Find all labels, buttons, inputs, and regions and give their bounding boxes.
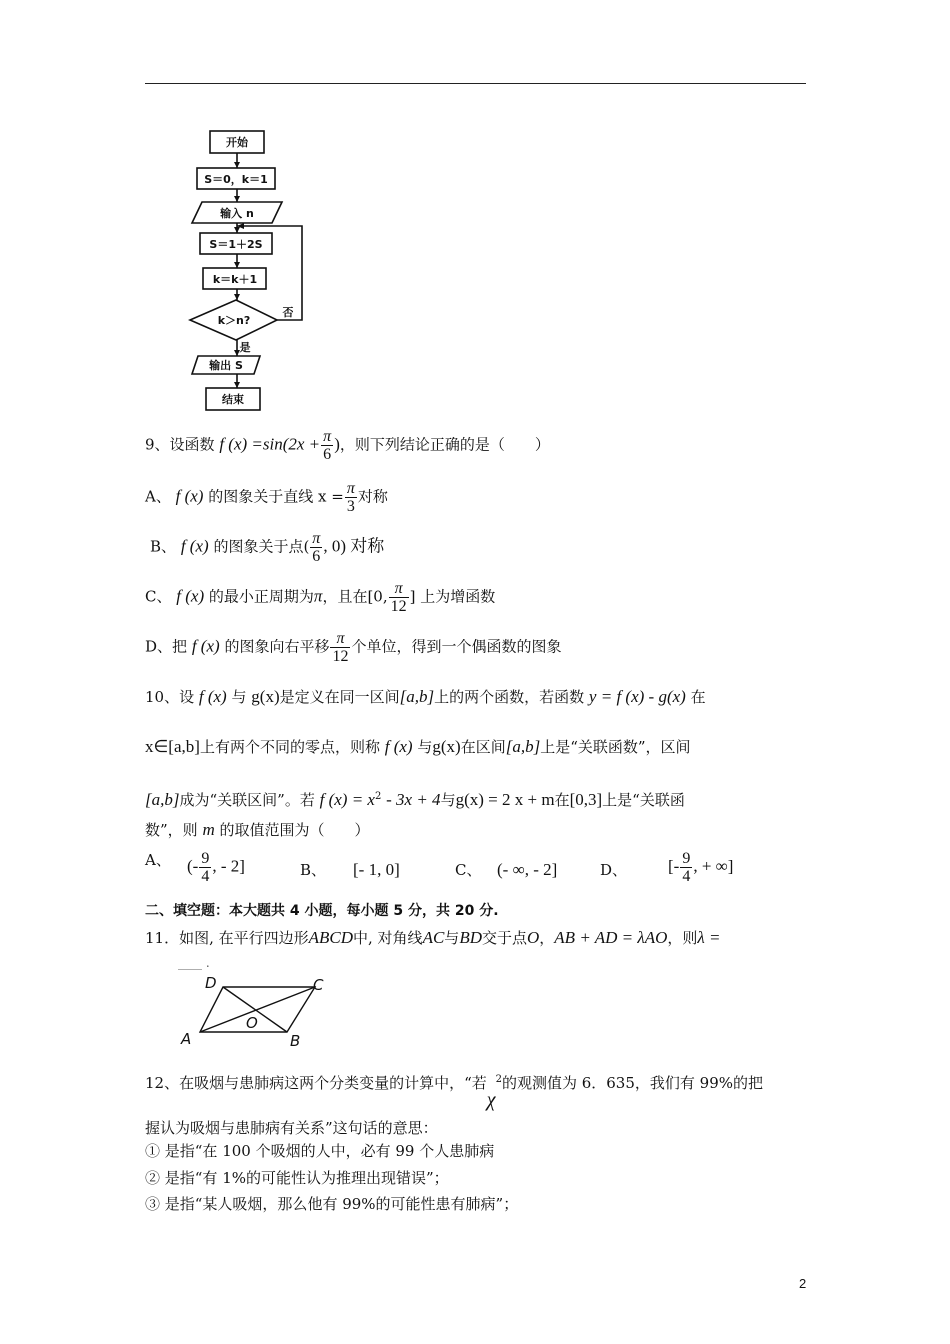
q10-option-b-value: [- 1, 0] — [353, 860, 400, 879]
q11-blank: ____ . — [178, 956, 210, 970]
q10-option-d: D、 — [600, 861, 628, 879]
q10-line3: [a,b]成为“关联区间”。若 f $(x) = x^2 - 3x + 4$与g(x) = 2 x + m在[0,3]上是“关联函 — [145, 790, 685, 809]
section-2-heading: 二、填空题：本大题共 4 小题，每小题 5 分，共 20 分. — [145, 903, 499, 919]
flow-init-label: S＝0，k＝1 — [204, 173, 268, 186]
q12-item-1: ① 是指“在 100 个吸烟的人中，必有 99 个人患肺病 — [145, 1142, 495, 1160]
q12-item-2: ② 是指“有 1%的可能性认为推理出现错误”； — [145, 1169, 449, 1187]
parallelogram-figure — [175, 970, 335, 1052]
q9-option-d: D、把 f (x) 的图象向右平移 $\frac{\pi}{12}$ 个单位，得到一个偶函数的图象 — [145, 630, 562, 665]
flow-no-label: 否 — [282, 306, 294, 319]
q10-line1: 10、设 f (x) 与 g(x)是定义在同一区间[a,b]上的两个函数，若函数 y = f (x) - g(x) 在 — [145, 687, 706, 706]
q12-item-3: ③ 是指“某人吸烟，那么他有 99%的可能性患有肺病”； — [145, 1195, 519, 1213]
flow-step2-label: k＝k＋1 — [212, 273, 258, 286]
q10-line4: 数”，则 m 的取值范围为（ ） — [145, 820, 370, 839]
flowchart — [180, 120, 320, 415]
flow-cond-label: k＞n? — [217, 314, 251, 327]
vertex-A-label: A — [181, 1030, 192, 1048]
q9-option-a: A、 f (x) 的图象关于直线 x = $\frac{\pi}{3}$ 对称 — [145, 480, 388, 515]
flow-output-label: 输出 S — [209, 359, 243, 372]
chi-symbol: χ — [486, 1089, 496, 1111]
flow-yes-label: 是 — [239, 341, 251, 354]
vertex-D-label: D — [205, 974, 217, 992]
q10-option-c-value: (- ∞, - 2] — [497, 860, 558, 879]
vertex-C-label: C — [313, 976, 324, 994]
flow-start-label: 开始 — [226, 136, 248, 149]
flow-end-label: 结束 — [222, 393, 244, 406]
q9-stem: 9、设函数 f (x) =sin(2x + $\frac{\pi}{6}$ )，则下列结论正确的是（ ） — [145, 428, 550, 463]
q9-option-b: B、 f (x) 的图象关于点( $\frac{\pi}{6}$ , 0) 对称 — [150, 530, 385, 565]
q10-option-a-value: (- $\frac{9}{4}$ , - 2] — [187, 850, 245, 885]
q12-line2: 握认为吸烟与患肺病有关系”这句话的意思： — [145, 1119, 438, 1137]
q12-line1: 12、在吸烟与患肺病这两个分类变量的计算中，“若$\chi^2$的观测值为 6．635，我们有 99%的把 — [145, 1074, 764, 1111]
center-O-label: O — [246, 1014, 258, 1032]
header-rule — [145, 83, 806, 84]
flow-step1-label: S＝1＋2S — [209, 238, 263, 251]
q10-option-c: C、 — [455, 861, 482, 879]
q10-option-d-value: [- $\frac{9}{4}$ , + ∞] — [668, 850, 734, 885]
q9-stem-frac: $\frac{\pi}{6}$ — [323, 428, 332, 463]
q10-option-a: A、 — [145, 851, 171, 869]
page-number: 2 — [799, 1276, 807, 1291]
flow-input-label: 输入 n — [220, 207, 254, 220]
q10-option-b: B、 — [300, 861, 327, 879]
q9-option-c: C、 f (x) 的最小正周期为π，且在[0, $\frac{\pi}{12}$ ] 上为增函数 — [145, 580, 496, 615]
q10-line2: x∈[a,b]上有两个不同的零点，则称 f (x) 与g(x)在区间[a,b]上是“关联函数”，区间 — [145, 737, 691, 756]
q11-stem: 11．如图, 在平行四边形ABCD中, 对角线AC与BD交于点O，AB + AD = λAO，则λ = — [145, 928, 721, 947]
vertex-B-label: B — [290, 1032, 301, 1050]
